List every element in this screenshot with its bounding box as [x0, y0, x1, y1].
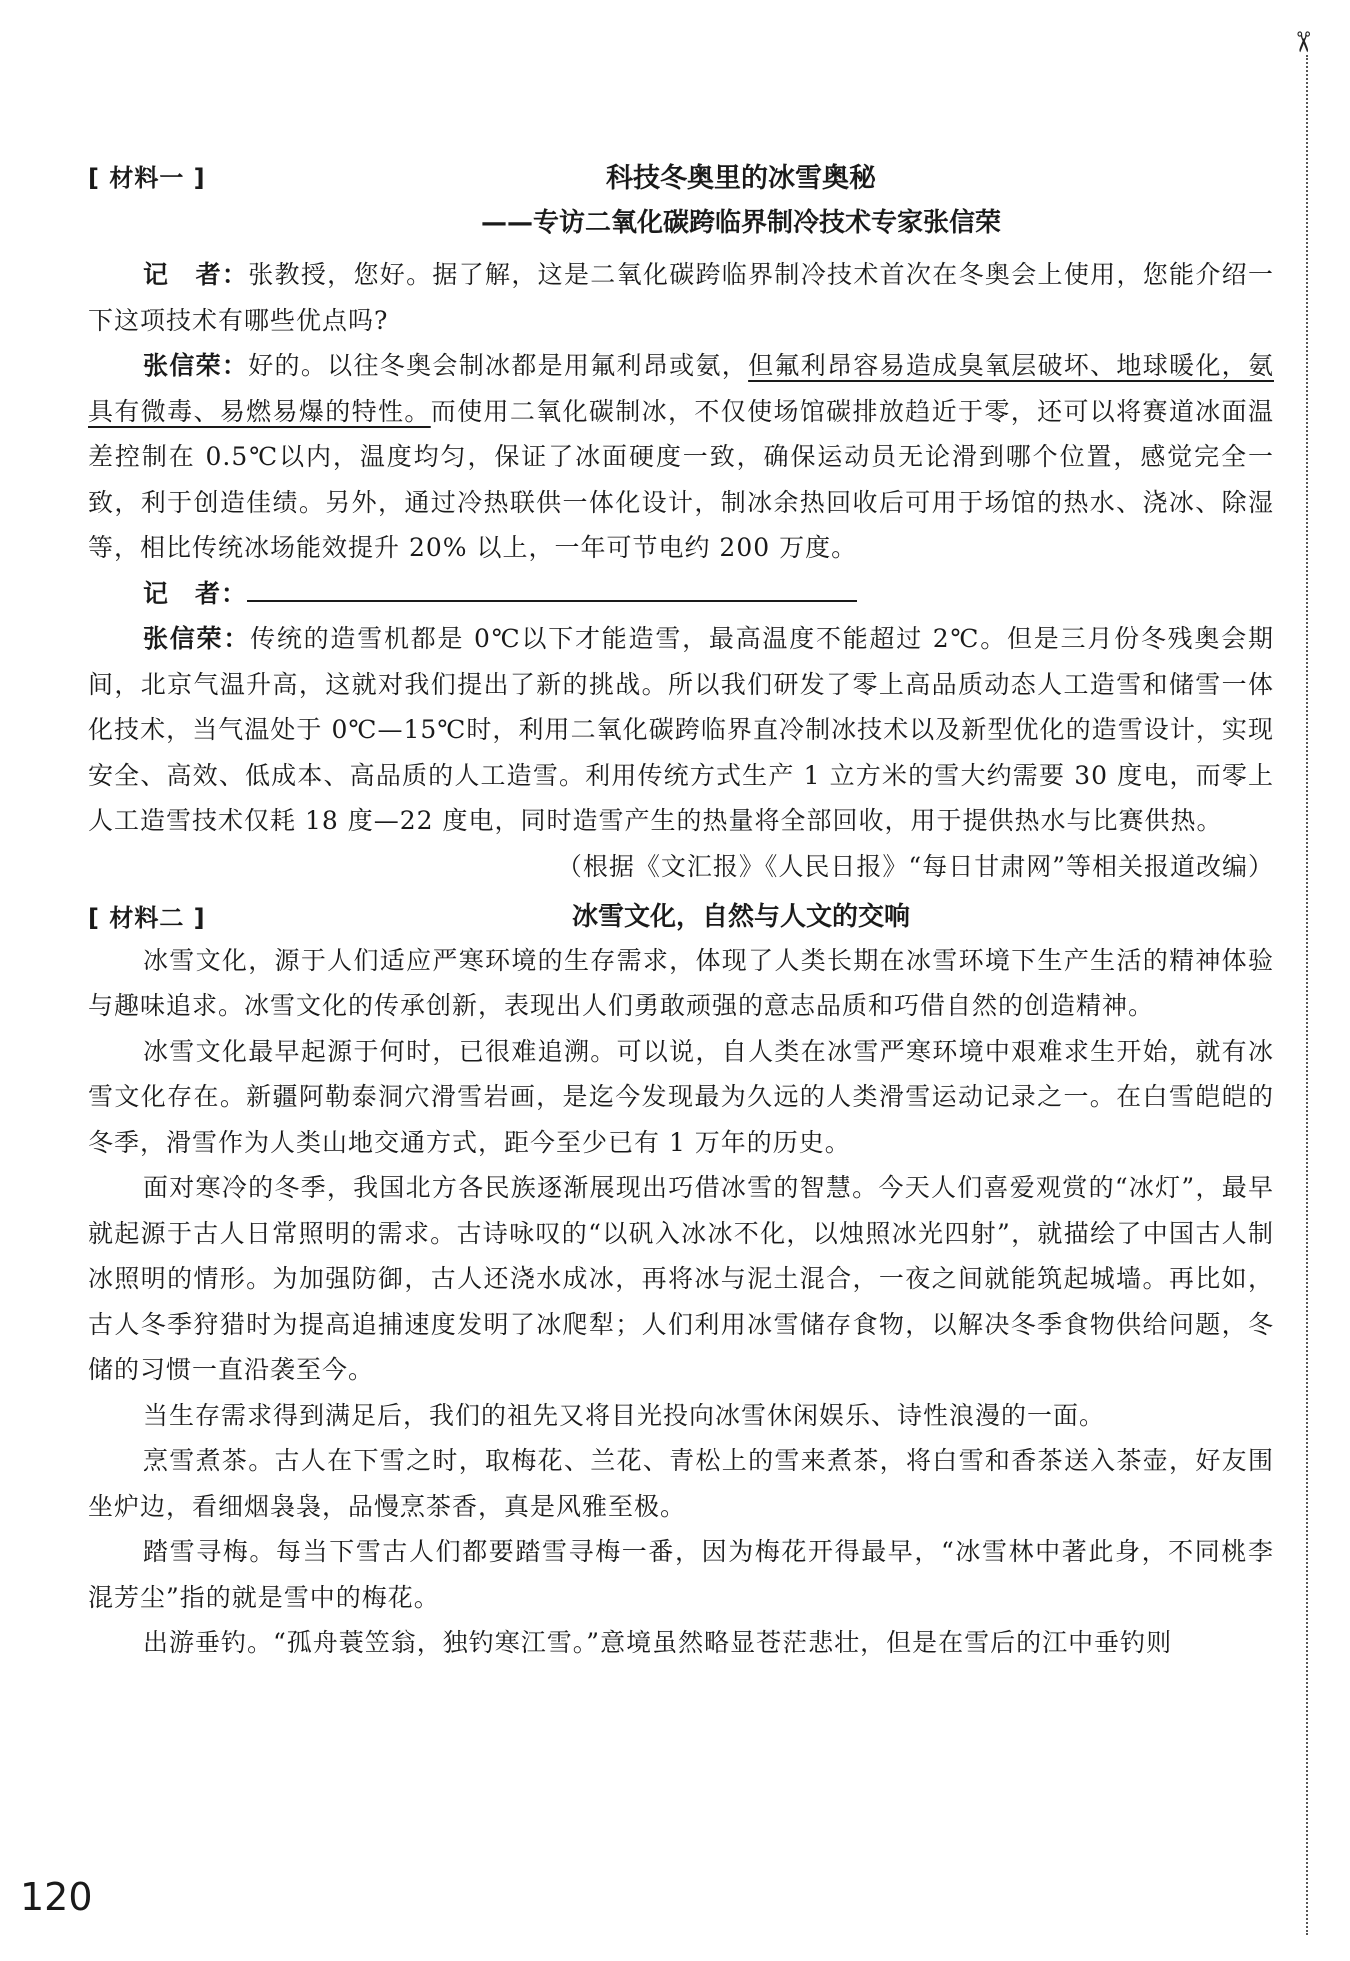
- material2-paragraph: 烹雪煮茶。古人在下雪之时，取梅花、兰花、青松上的雪来煮茶，将白雪和香茶送入茶壶，好友围坐炉边，看细烟袅袅，品慢烹茶香，真是风雅至极。: [88, 1446, 1274, 1521]
- zhang-answer-1-post: 而使用二氧化碳制冰，不仅使场馆碳排放趋近于零，还可以将赛道冰面温差控制在 0.5℃以内，温度均匀，保证了冰面硬度一致，确保运动员无论滑到哪个位置，感觉完全一致，利于创造佳绩。另外，通过冷热联供一体化设计，制冰余热回收后可用于场馆的热水、浇冰、除湿等，相比传统冰场能效提升 20% 以上，一年可节电约 200 万度。: [88, 396, 1274, 562]
- material1-subtitle: ——专访二氧化碳跨临界制冷技术专家张信荣: [480, 208, 1001, 238]
- answer-blank-line[interactable]: [247, 576, 857, 602]
- material2-paragraph: 面对寒冷的冬季，我国北方各民族逐渐展现出巧借冰雪的智慧。今天人们喜爱观赏的“冰灯”，最早就起源于古人日常照明的需求。古诗咏叹的“以矾入冰冰不化，以烛照冰光四射”，就描绘了中国古人制冰照明的情形。为加强防御，古人还浇水成冰，再将冰与泥土混合，一夜之间就能筑起城墙。再比如，古人冬季狩猎时为提高追捕速度发明了冰爬犁；人们利用冰雪储存食物，以解决冬季食物供给问题，冬储的习惯一直沿袭至今。: [88, 1173, 1274, 1384]
- cut-line: [1306, 55, 1308, 1935]
- material2-tag: [ 材料二 ]: [88, 903, 206, 932]
- scissors-icon: ✂: [1286, 30, 1320, 54]
- reporter-text-1: 张教授，您好。据了解，这是二氧化碳跨临界制冷技术首次在冬奥会上使用，您能介绍一下这项技术有哪些优点吗?: [88, 260, 1274, 335]
- zhang-label-2: 张信荣：: [143, 624, 251, 653]
- material1-source: （根据《文汇报》《人民日报》“每日甘肃网”等相关报道改编）: [556, 851, 1274, 881]
- zhang-label: 张信荣：: [143, 351, 249, 380]
- material2-header: [88, 892, 1274, 938]
- material2-paragraph: 当生存需求得到满足后，我们的祖先又将目光投向冰雪休闲娱乐、诗性浪漫的一面。: [143, 1400, 1106, 1430]
- reporter-label-2: 记 者：: [143, 578, 248, 608]
- zhang-answer-2: [88, 616, 1274, 844]
- underlined-sentence: 但氟利昂容易造成臭氧层破坏、地球暖化，氨具有微毒、易燃易爆的特性。: [88, 351, 1274, 426]
- material2-paragraph: 冰雪文化，源于人们适应严寒环境的生存需求，体现了人类长期在冰雪环境下生产生活的精神体验与趣味追求。冰雪文化的传承创新，表现出人们勇敢顽强的意志品质和巧借自然的创造精神。: [88, 945, 1274, 1020]
- zhang-answer-2-text: 传统的造雪机都是 0℃以下才能造雪，最高温度不能超过 2℃。但是三月份冬残奥会期间，北京气温升高，这就对我们提出了新的挑战。所以我们研发了零上高品质动态人工造雪和储雪一体化技术，当气温处于 0℃—15℃时，利用二氧化碳跨临界直冷制冰技术以及新型优化的造雪设计，实现安全、高效、低成本、高品质的人工造雪。利用传统方式生产 1 立方米的雪大约需要 30 度电，而零上人工造雪技术仅耗 18 度—22 度电，同时造雪产生的热量将全部回收，用于提供热水与比赛供热。: [88, 624, 1274, 835]
- material2-title: 冰雪文化，自然与人文的交响: [571, 901, 910, 932]
- reporter-question-1: [88, 252, 1274, 343]
- material1-header: [88, 150, 1274, 200]
- material1-tag: [ 材料一 ]: [88, 164, 206, 192]
- zhang-answer-1: [88, 343, 1274, 571]
- zhang-answer-1-pre: 好的。以往冬奥会制冰都是用氟利昂或氨，: [248, 351, 749, 380]
- material1-title: 科技冬奥里的冰雪奥秘: [606, 163, 876, 194]
- page-content: [88, 150, 1274, 1666]
- material2-paragraph: 出游垂钓。“孤舟蓑笠翁，独钓寒江雪。”意境虽然略显苍茫悲壮，但是在雪后的江中垂钓则: [143, 1628, 1173, 1657]
- reporter-label: 记 者：: [143, 260, 249, 289]
- page-number: 120: [20, 1875, 93, 1919]
- material2-paragraph: 踏雪寻梅。每当下雪古人们都要踏雪寻梅一番，因为梅花开得最早，“冰雪林中著此身，不同桃李混芳尘”指的就是雪中的梅花。: [88, 1537, 1274, 1612]
- material2-paragraph: 冰雪文化最早起源于何时，已很难追溯。可以说，自人类在冰雪严寒环境中艰难求生开始，就有冰雪文化存在。新疆阿勒泰洞穴滑雪岩画，是迄今发现最为久远的人类滑雪运动记录之一。在白雪皑皑的冬季，滑雪作为人类山地交通方式，距今至少已有 1 万年的历史。: [88, 1036, 1274, 1157]
- reporter-question-2: [88, 571, 1274, 617]
